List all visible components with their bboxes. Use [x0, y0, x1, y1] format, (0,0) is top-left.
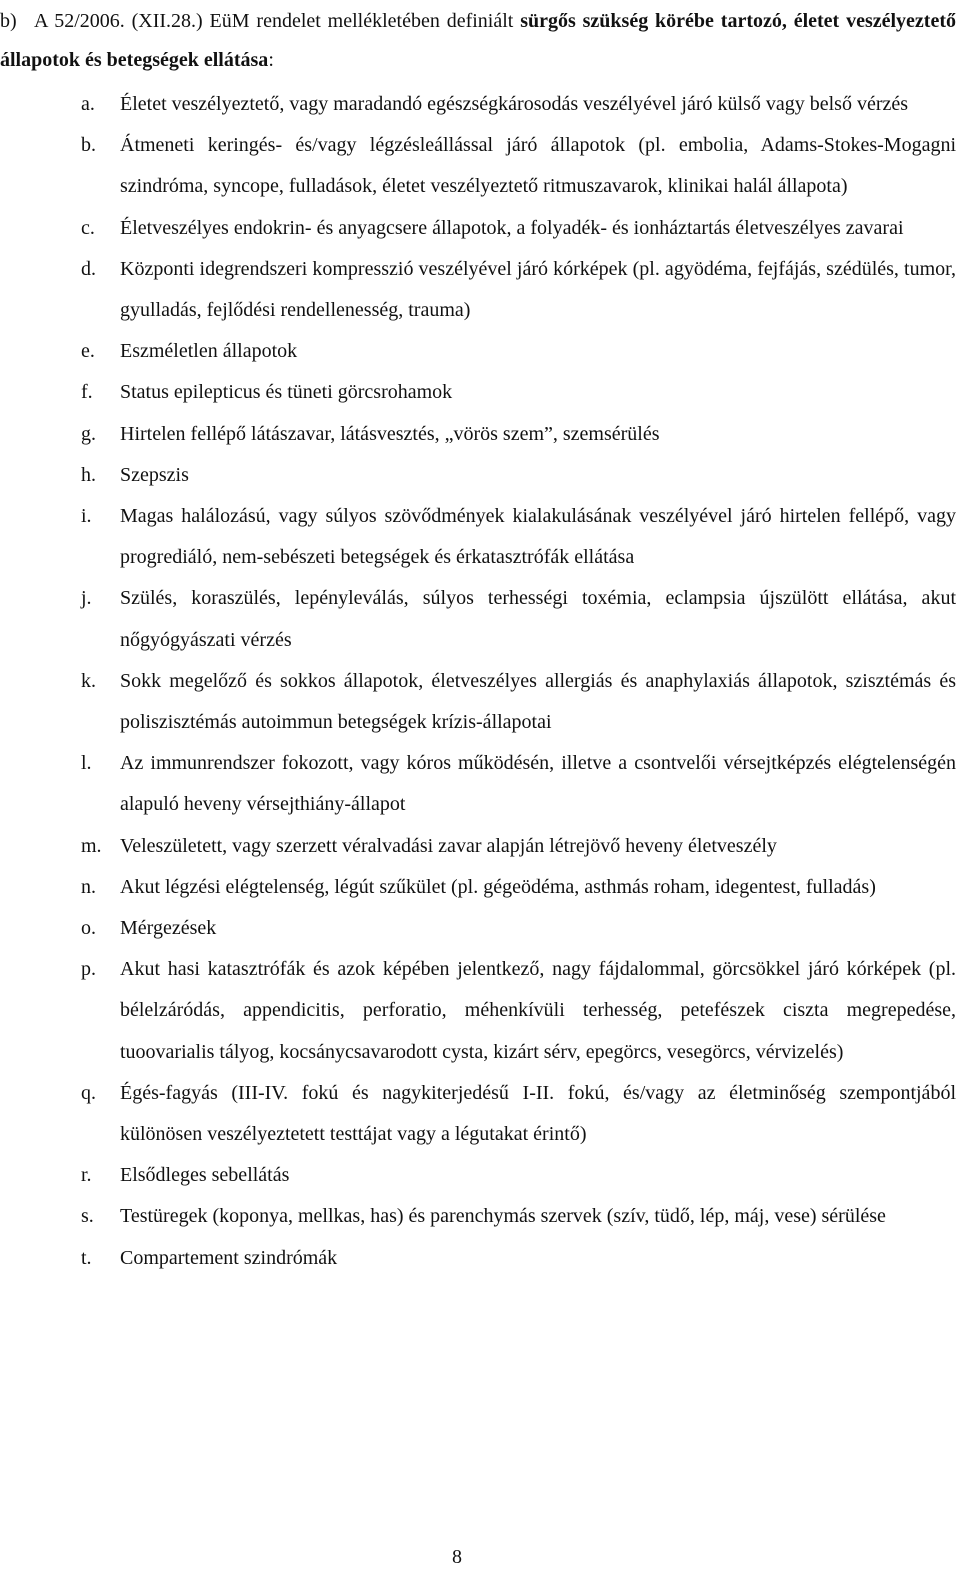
list-item-text: Mérgezések	[120, 917, 217, 940]
list-item	[0, 208, 956, 249]
list-item-letter: t.	[81, 1246, 92, 1269]
condition-list	[0, 84, 956, 1279]
list-item-text: Veleszületett, vagy szerzett véralvadási zavar alapján létrejövő heveny életveszély	[120, 834, 777, 857]
list-item-letter: o.	[81, 917, 96, 940]
list-item-text: Status epilepticus és tüneti görcsrohamok	[120, 381, 453, 404]
list-item-letter: l.	[81, 752, 92, 775]
list-item	[0, 908, 956, 949]
list-item-letter: j.	[81, 587, 92, 610]
list-item-text: Az immunrendszer fokozott, vagy kóros működésén, illetve a csontvelői vérsejtképzés elégtelenségén alapuló heveny vérsejthiány-állapot	[120, 752, 956, 816]
list-item-text: Elsődleges sebellátás	[120, 1164, 290, 1187]
list-item-letter: q.	[81, 1081, 96, 1104]
list-item-letter: h.	[81, 463, 96, 486]
list-item-text: Életveszélyes endokrin- és anyagcsere állapotok, a folyadék- és ionháztartás életveszélyes zavarai	[120, 216, 904, 239]
list-item-letter: r.	[81, 1164, 92, 1187]
list-item-letter: p.	[81, 958, 96, 981]
list-item-letter: n.	[81, 875, 96, 898]
list-item-letter: g.	[81, 422, 96, 445]
list-item-text: Sokk megelőző és sokkos állapotok, életveszélyes allergiás és anaphylaxiás állapotok, szisztémás és poliszisztémás autoimmun betegségek krízis-állapotai	[120, 669, 956, 734]
list-item	[0, 743, 956, 825]
list-item	[0, 1196, 956, 1237]
section-heading	[0, 2, 956, 80]
list-item-letter: f.	[81, 381, 93, 404]
heading-text-after: :	[268, 49, 274, 71]
list-item-letter: e.	[81, 340, 95, 363]
list-item-text: Compartement szindrómák	[120, 1246, 338, 1269]
list-item	[0, 249, 956, 331]
list-item-text: Testüregek (koponya, mellkas, has) és parenchymás szervek (szív, tüdő, lép, máj, vese) sérülése	[120, 1205, 886, 1228]
list-item-text: Magas halálozású, vagy súlyos szövődmények kialakulásának veszélyével járó hirtelen fellépő, vagy progrediáló, nem-sebészeti betegségek és érkatasztrófák ellátása	[120, 505, 956, 569]
list-item-letter: m.	[81, 834, 102, 857]
list-item-text: Átmeneti keringés- és/vagy légzésleállással járó állapotok (pl. embolia, Adams-Stokes-Mogagni szindróma, syncope, fulladások, életet veszélyeztető ritmuszavarok, klinikai halál állapota)	[120, 134, 956, 198]
list-item	[0, 125, 956, 207]
list-item-letter: d.	[81, 257, 96, 280]
list-item	[0, 372, 956, 413]
list-item-text: Központi idegrendszeri kompresszió veszélyével járó kórképek (pl. agyödéma, fejfájás, szédülés, tumor, gyulladás, fejlődési rendellenesség, trauma)	[120, 257, 956, 322]
list-item	[0, 867, 956, 908]
list-item	[0, 578, 956, 660]
list-item-letter: s.	[81, 1205, 94, 1228]
page-number: 8	[452, 1546, 462, 1568]
list-item	[0, 84, 956, 125]
section-marker: b)	[0, 10, 17, 32]
list-item	[0, 414, 956, 455]
list-item	[0, 496, 956, 578]
list-item-text: Szülés, koraszülés, lepényleválás, súlyos terhességi toxémia, eclampsia újszülött ellátása, akut nőgyógyászati vérzés	[120, 587, 956, 651]
list-item	[0, 1155, 956, 1196]
list-item-text: Akut légzési elégtelenség, légút szűkület (pl. gégeödéma, asthmás roham, idegentest, fulladás)	[120, 875, 876, 898]
list-item	[0, 949, 956, 1073]
list-item	[0, 826, 956, 867]
list-item	[0, 1238, 956, 1279]
list-item-letter: c.	[81, 216, 95, 239]
list-item-letter: a.	[81, 93, 95, 115]
list-item-text: Eszméletlen állapotok	[120, 340, 298, 363]
list-item-letter: k.	[81, 669, 96, 692]
heading-text-bold: sürgős szükség körébe tartozó, életet veszélyeztető állapotok és betegségek ellátása	[0, 10, 957, 71]
list-item	[0, 331, 956, 372]
list-item-text: Égés-fagyás (III-IV. fokú és nagykiterjedésű I-II. fokú, és/vagy az életminőség szempontjából különösen veszélyeztetett testtájat vagy a légutakat érintő)	[120, 1081, 956, 1146]
list-item-text: Szepszis	[120, 463, 189, 486]
list-item-letter: b.	[81, 134, 96, 157]
list-item	[0, 455, 956, 496]
list-item-letter: i.	[81, 505, 92, 528]
list-item	[0, 1073, 956, 1155]
heading-text-before: A 52/2006. (XII.28.) EüM rendelet mellékletében definiált	[34, 10, 521, 32]
list-item-text: Akut hasi katasztrófák és azok képében jelentkező, nagy fájdalommal, görcsökkel járó kórképek (pl. bélelzáródás, appendicitis, perforatio, méhenkívüli terhesség, petefészek ciszta megrepedése, tuoovarialis tályog, kocsánycsavarodott cysta, kizárt sérv, epegörcs, vesegörcs, vérvizelés)	[120, 958, 956, 1063]
list-item-text: Életet veszélyeztető, vagy maradandó egészségkárosodás veszélyével járó külső vagy belső vérzés	[120, 93, 909, 115]
list-item-text: Hirtelen fellépő látászavar, látásvesztés, „vörös szem”, szemsérülés	[120, 422, 660, 445]
list-item	[0, 661, 956, 743]
